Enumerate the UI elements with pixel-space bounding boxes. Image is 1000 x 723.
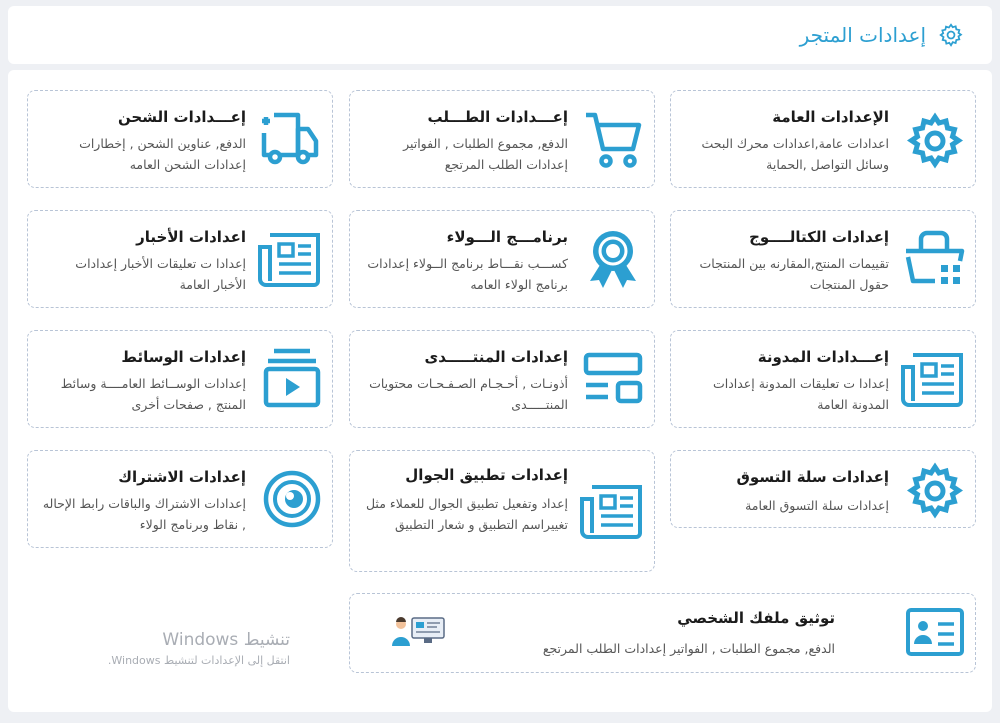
card-general-settings[interactable] [670,90,976,188]
card-title: إعدادات المنتـــــدى [424,348,568,366]
card-description: أذونـات , أحـجـام الصـفـحـات محتويات المنتـــــدى [369,376,568,412]
card-description: الدفع, مجموع الطلبات , الفواتير إعدادات الطلب المرتجع [542,641,835,656]
gear-icon [905,461,965,521]
id-card-icon [905,606,965,660]
card-description: الدفع, عناوين الشحن , إخطارات إعدادات الشحن العامه [79,136,246,172]
card-title: الإعدادات العامة [772,108,889,126]
card-description: إعدادات سلة التسوق العامة [745,498,889,513]
subscription-circle-icon [262,469,322,529]
windows-activation-watermark [58,630,290,667]
card-shipping-settings[interactable] [27,90,333,188]
page-title: إعدادات المتجر [799,23,926,47]
card-loyalty-program[interactable] [349,210,655,308]
user-at-computer-illustration [390,614,448,652]
card-title: إعدادات الاشتراك [118,468,246,486]
card-news-settings[interactable] [27,210,333,308]
card-profile-verification[interactable] [349,593,976,673]
newspaper-icon [580,483,644,539]
card-description: إعدادا ت تعليقات المدونة إعدادات المدونة العامة [712,376,889,412]
forum-layout-icon [582,351,644,409]
card-title: إعـــدادات المدونة [757,348,889,366]
award-ribbon-icon [582,227,644,291]
card-title: إعدادات الوسائط [121,348,246,366]
card-subscription-settings[interactable] [27,450,333,548]
card-mobile-app-settings[interactable] [349,450,655,572]
card-forum-settings[interactable] [349,330,655,428]
card-blog-settings[interactable] [670,330,976,428]
delivery-truck-icon [260,111,322,169]
card-description: تقييمات المنتج,المقارنه بين المنتجات حقول المنتجات [699,256,889,292]
card-catalog-settings[interactable] [670,210,976,308]
page-header [8,6,992,64]
gear-icon [938,22,964,48]
watermark-subtitle: انتقل إلى الإعدادات لتنشيط Windows. [107,654,290,667]
gear-icon [905,111,965,171]
card-media-settings[interactable] [27,330,333,428]
card-description: اعدادات عامة,اعدادات محرك البحث وسائل التواصل ,الحماية [701,136,889,172]
card-title: إعدادات الكتالــــوج [749,228,889,246]
card-title: اعدادات الأخبار [136,228,246,246]
card-title: إعـــدادات الشحن [117,108,246,126]
card-title: توثيق ملفك الشخصي [677,609,835,627]
card-description: إعدادا ت تعليقات الأخبار إعدادات الأخبار العامة [75,256,246,292]
card-shopping-cart-settings[interactable] [670,450,976,528]
card-title: برنامـــج الـــولاء [446,228,568,246]
card-title: إعدادات سلة التسوق [736,468,889,486]
newspaper-icon [901,351,965,407]
card-title: إعدادات تطبيق الجوال [405,466,568,484]
watermark-title: تنشيط Windows [162,630,290,650]
card-title: إعـــدادات الطـــلب [427,108,568,126]
card-description: الدفع, مجموع الطلبات , الفواتير إعدادات الطلب المرتجع [403,136,568,172]
card-order-settings[interactable] [349,90,655,188]
card-description: كســـب نقـــاط برنامج الــولاء إعدادات برنامج الولاء العامه [367,256,568,292]
newspaper-icon [258,231,322,287]
media-play-icon [262,347,322,409]
basket-icon [903,227,965,289]
card-description: إعدادات الاشتراك والباقات رابط الإحاله , نقاط وبرنامج الولاء [42,496,246,532]
card-description: إعدادات الوســائط العامــــة وسائط المنتج , صفحات أخرى [60,376,246,412]
card-description: إعداد وتفعيل تطبيق الجوال للعملاء مثل تغييراسم التطبيق و شعار التطبيق [365,496,568,532]
shopping-cart-icon [582,109,644,171]
